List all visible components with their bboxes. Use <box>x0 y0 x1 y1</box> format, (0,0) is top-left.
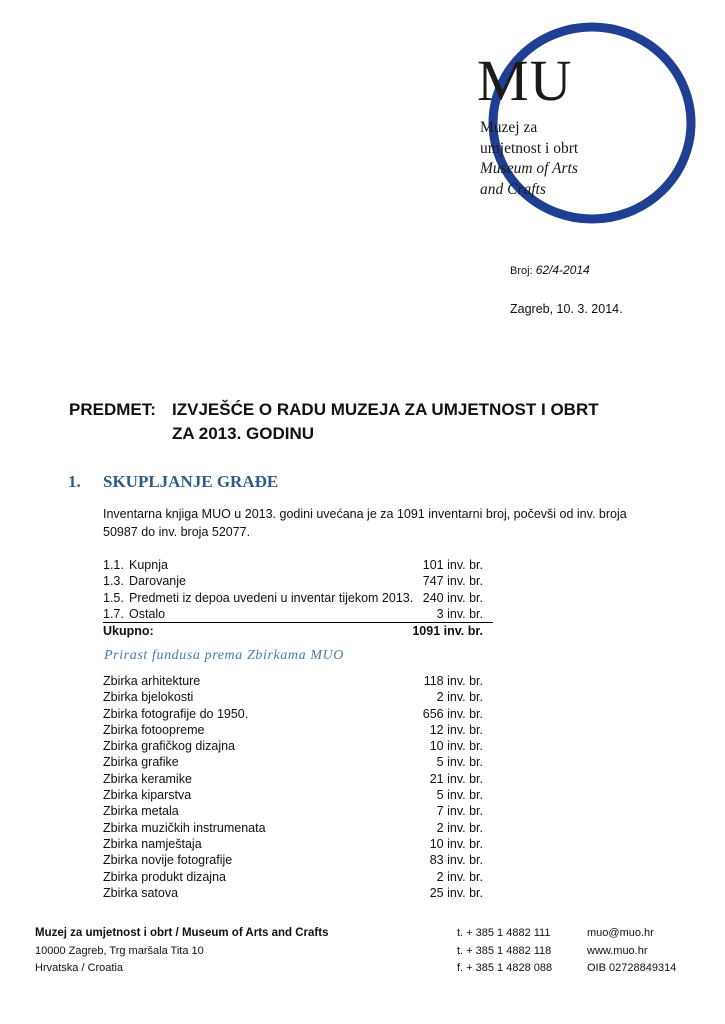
row-label: Darovanje <box>129 574 186 589</box>
row-label: Zbirka fotografije do 1950. <box>103 706 249 721</box>
row-value: 656 inv. br. <box>422 706 483 721</box>
table-row <box>103 590 493 606</box>
footer-museum-name: Muzej za umjetnost i obrt / Museum of Arts and Crafts <box>35 927 329 939</box>
table-row <box>103 689 493 705</box>
document-date: Zagreb, 10. 3. 2014. <box>510 302 623 316</box>
section-number: 1. <box>68 472 81 491</box>
row-value: 21 inv. br. <box>429 771 483 786</box>
subject-title-line-2: ZA 2013. GODINU <box>172 424 315 443</box>
row-number: 1.7. <box>103 606 124 621</box>
row-value: 101 inv. br. <box>422 558 483 572</box>
acquisition-table <box>103 557 493 639</box>
row-label: Predmeti iz depoa uvedeni u inventar tijekom 2013. <box>129 590 414 605</box>
logo-mark: MU <box>477 48 573 113</box>
logo-line-3: Museum of Arts <box>480 160 578 177</box>
row-value: 240 inv. br. <box>422 590 483 605</box>
footer-email: muo@muo.hr <box>587 927 654 939</box>
row-label: Zbirka grafičkog dizajna <box>103 739 236 754</box>
row-number: 1.1. <box>103 558 124 572</box>
row-label: Zbirka keramike <box>103 771 192 786</box>
footer-contact-column <box>587 925 676 978</box>
row-label: Zbirka novije fotografije <box>103 853 233 868</box>
footer-website: www.muo.hr <box>587 944 648 957</box>
footer-oib: OIB 02728849314 <box>587 962 677 974</box>
row-value: 118 inv. br. <box>423 674 483 688</box>
row-value: 5 inv. br. <box>436 788 483 803</box>
row-label: Ostalo <box>129 606 166 621</box>
logo-line-4: and Crafts <box>480 180 546 198</box>
row-label: Zbirka satova <box>103 885 179 900</box>
row-value: 2 inv. br. <box>436 820 483 835</box>
row-value: 25 inv. br. <box>429 885 483 900</box>
table-row <box>103 869 493 885</box>
row-value: 12 inv. br. <box>429 722 483 737</box>
table-row <box>103 706 493 722</box>
collections-table <box>103 673 493 901</box>
row-number: 1.5. <box>103 590 124 605</box>
row-label: Zbirka produkt dizajna <box>103 869 226 884</box>
row-label: Zbirka arhitekture <box>103 674 201 688</box>
footer-phone-column <box>457 925 552 978</box>
table-row <box>103 673 493 689</box>
table-row <box>103 606 493 622</box>
row-label: Zbirka grafike <box>103 755 179 770</box>
total-value: 1091 inv. br. <box>412 624 483 639</box>
row-label: Zbirka bjelokosti <box>103 690 194 705</box>
footer-phone-1: t. + 385 1 4882 111 <box>457 927 551 939</box>
footer-country: Hrvatska / Croatia <box>35 962 124 974</box>
row-label: Zbirka metala <box>103 804 179 819</box>
table-row <box>103 852 493 868</box>
row-value: 5 inv. br. <box>436 755 483 770</box>
row-value: 10 inv. br. <box>429 739 483 754</box>
row-number: 1.3. <box>103 574 124 589</box>
row-value: 3 inv. br. <box>436 606 483 621</box>
footer-phone-2: t. + 385 1 4882 118 <box>457 944 552 957</box>
section-intro: Inventarna knjiga MUO u 2013. godini uvećana je za 1091 inventarni broj, počevši od inv. broja 50987 do inv. broja 52077. <box>103 507 627 539</box>
reference-value: 62/4-2014 <box>535 263 590 277</box>
museum-logo <box>474 20 696 226</box>
subject-label: PREDMET: <box>69 400 156 419</box>
row-label: Kupnja <box>129 558 168 572</box>
logo-text <box>480 118 578 200</box>
table-row <box>103 738 493 754</box>
table-row <box>103 787 493 803</box>
row-value: 7 inv. br. <box>436 804 483 819</box>
reference-label: Broj: <box>510 265 533 277</box>
table-row <box>103 820 493 836</box>
table-row <box>103 803 493 819</box>
table-row <box>103 754 493 770</box>
footer-address-column <box>35 925 329 978</box>
total-row <box>103 622 493 639</box>
footer-address: 10000 Zagreb, Trg maršala Tita 10 <box>35 944 204 957</box>
footer-fax: f. + 385 1 4828 088 <box>457 962 553 974</box>
logo-line-1: Muzej za <box>480 119 538 136</box>
table-row <box>103 722 493 738</box>
row-value: 2 inv. br. <box>436 869 483 884</box>
table-row <box>103 557 493 573</box>
subject-title-line-1: IZVJEŠĆE O RADU MUZEJA ZA UMJETNOST I OBRT <box>172 400 599 419</box>
row-value: 2 inv. br. <box>436 690 483 705</box>
subsection-heading: Prirast fundusa prema Zbirkama MUO <box>104 648 344 663</box>
row-label: Zbirka muzičkih instrumenata <box>103 820 266 835</box>
row-label: Zbirka fotoopreme <box>103 722 205 737</box>
total-label: Ukupno: <box>103 624 154 639</box>
section-title: SKUPLJANJE GRAĐE <box>103 472 279 491</box>
row-value: 10 inv. br. <box>429 836 483 851</box>
reference-number <box>510 263 590 277</box>
logo-line-2: umjetnost i obrt <box>480 139 579 157</box>
row-value: 747 inv. br. <box>422 574 483 589</box>
section-heading <box>68 472 279 492</box>
table-row <box>103 573 493 589</box>
table-row <box>103 836 493 852</box>
table-row <box>103 771 493 787</box>
row-value: 83 inv. br. <box>429 853 483 868</box>
row-label: Zbirka namještaja <box>103 836 202 851</box>
row-label: Zbirka kiparstva <box>103 788 192 803</box>
table-row <box>103 885 493 901</box>
